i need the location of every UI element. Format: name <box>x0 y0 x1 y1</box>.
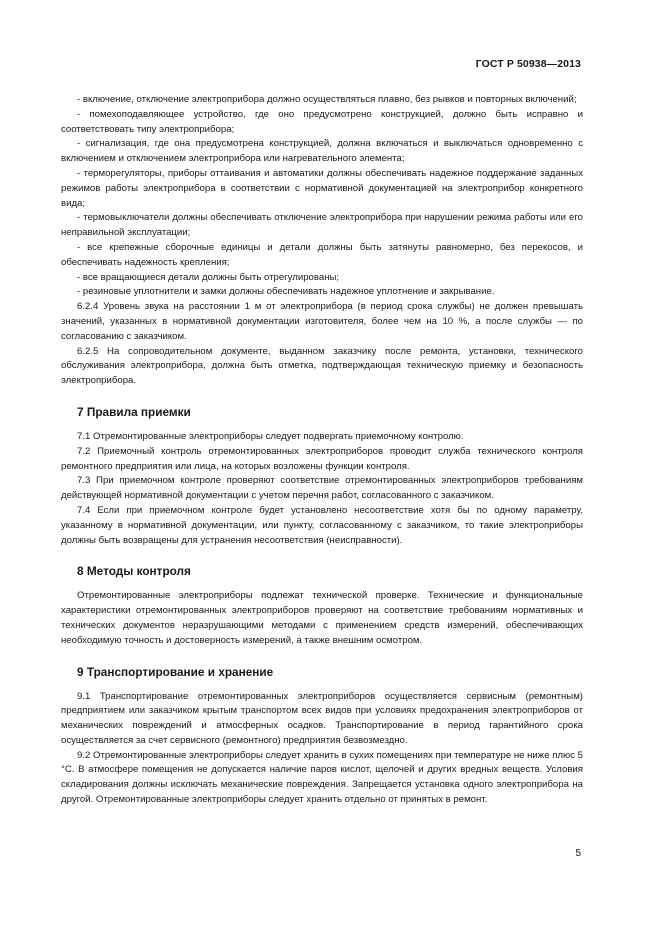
section-heading-7: 7 Правила приемки <box>77 404 191 419</box>
paragraph: 6.2.5 На сопроводительном документе, выданном заказчику после ремонта, установки, технического обслуживания электроприбора, должна быть отметка, подтверждающая техническую приемку и безопасность электроприбора. <box>61 345 583 387</box>
section-8-body <box>61 589 583 648</box>
paragraph: 7.3 При приемочном контроле проверяют соответствие отремонтированных электроприборов требованиям действующей нормативной документации с учетом перечня работ, согласованного с заказчиком. <box>61 475 583 502</box>
standard-code-header: ГОСТ Р 50938—2013 <box>475 58 581 70</box>
section-heading-8: 8 Методы контроля <box>77 564 191 579</box>
paragraph: - термовыключатели должны обеспечивать отключение электроприбора при нарушении режима работы или его неправильной эксплуатации; <box>61 212 583 239</box>
paragraph: 9.2 Отремонтированные электроприборы следует хранить в сухих помещениях при температуре не ниже плюс 5 °С. В атмосфере помещения не допускается наличие паров кислот, щелочей и других вредных веществ. Условия складирования должны исключать механические повреждения. Запрещается установка одного электроприбора на другой. Отремонтированные электроприборы следует хранить отдельно от принятых в ремонт. <box>61 749 583 806</box>
section-heading-9: 9 Транспортирование и хранение <box>77 664 274 679</box>
paragraph: 7.1 Отремонтированные электроприборы следует подвергать приемочному контролю. <box>77 430 464 442</box>
paragraph: 7.4 Если при приемочном контроле будет установлено несоответствие хотя бы по одному параметру, указанному в нормативной документации, или пункту, согласованному с заказчиком, то такие электроприборы должны быть возвращены для устранения несоответствия (неисправности). <box>61 504 583 546</box>
requirements-list <box>61 93 583 389</box>
paragraph: - все вращающиеся детали должны быть отрегулированы; <box>77 271 340 283</box>
paragraph: - включение, отключение электроприбора должно осуществляться плавно, без рывков и повторных включений; <box>77 94 577 105</box>
paragraph: - сигнализация, где она предусмотрена конструкцией, должна включаться и выключаться одновременно с включением и отключением электроприбора или нагревательного элемента; <box>61 138 583 165</box>
paragraph: 9.1 Транспортирование отремонтированных электроприборов осуществляется сервисным (ремонтным) предприятием или заказчиком крытым транспортом всех видов при условиях предохранения электроприборов от механических повреждений и атмосферных осадков. Транспортирование в период гарантийного срока осуществляется за счет сервисного (ремонтного) предприятия безвозмездно. <box>61 690 583 746</box>
section-9-body <box>61 690 583 808</box>
page-number: 5 <box>575 848 581 859</box>
paragraph: - терморегуляторы, приборы оттаивания и автоматики должны обеспечивать надежное поддержание заданных режимов работы электроприбора в соответствии с нормативной документацией на электроприбор конкретного вида; <box>61 167 583 209</box>
section-7-body <box>61 430 583 548</box>
paragraph: 6.2.4 Уровень звука на расстоянии 1 м от электроприбора (в период срока службы) не должен превышать значений, указанных в нормативной документации изготовителя, более чем на 10 %, а после службы — по согласованию с заказчиком. <box>61 301 583 342</box>
paragraph: - все крепежные сборочные единицы и детали должны быть затянуты равномерно, без перекосов, и обеспечивать надежность крепления; <box>61 241 583 268</box>
paragraph: Отремонтированные электроприборы подлежат технической проверке. Технические и функциональные характеристики отремонтированных электроприборов проверяют на соответствие требованиям нормативных и технических документов неразрушающими методами с применением средств измерений, обеспечивающих необходимую точность и достоверность измерений, а также внешним осмотром. <box>61 590 583 646</box>
paragraph: - помехоподавляющее устройство, где оно предусмотрено конструкцией, должно быть исправно и соответствовать типу электроприбора; <box>61 108 583 135</box>
paragraph: - резиновые уплотнители и замки должны обеспечивать надежное уплотнение и закрывание. <box>77 286 495 298</box>
page-content <box>61 93 583 808</box>
paragraph: 7.2 Приемочный контроль отремонтированных электроприборов проводит служба технического контроля ремонтного предприятия или лица, на которых возложены функции контроля. <box>61 445 583 472</box>
